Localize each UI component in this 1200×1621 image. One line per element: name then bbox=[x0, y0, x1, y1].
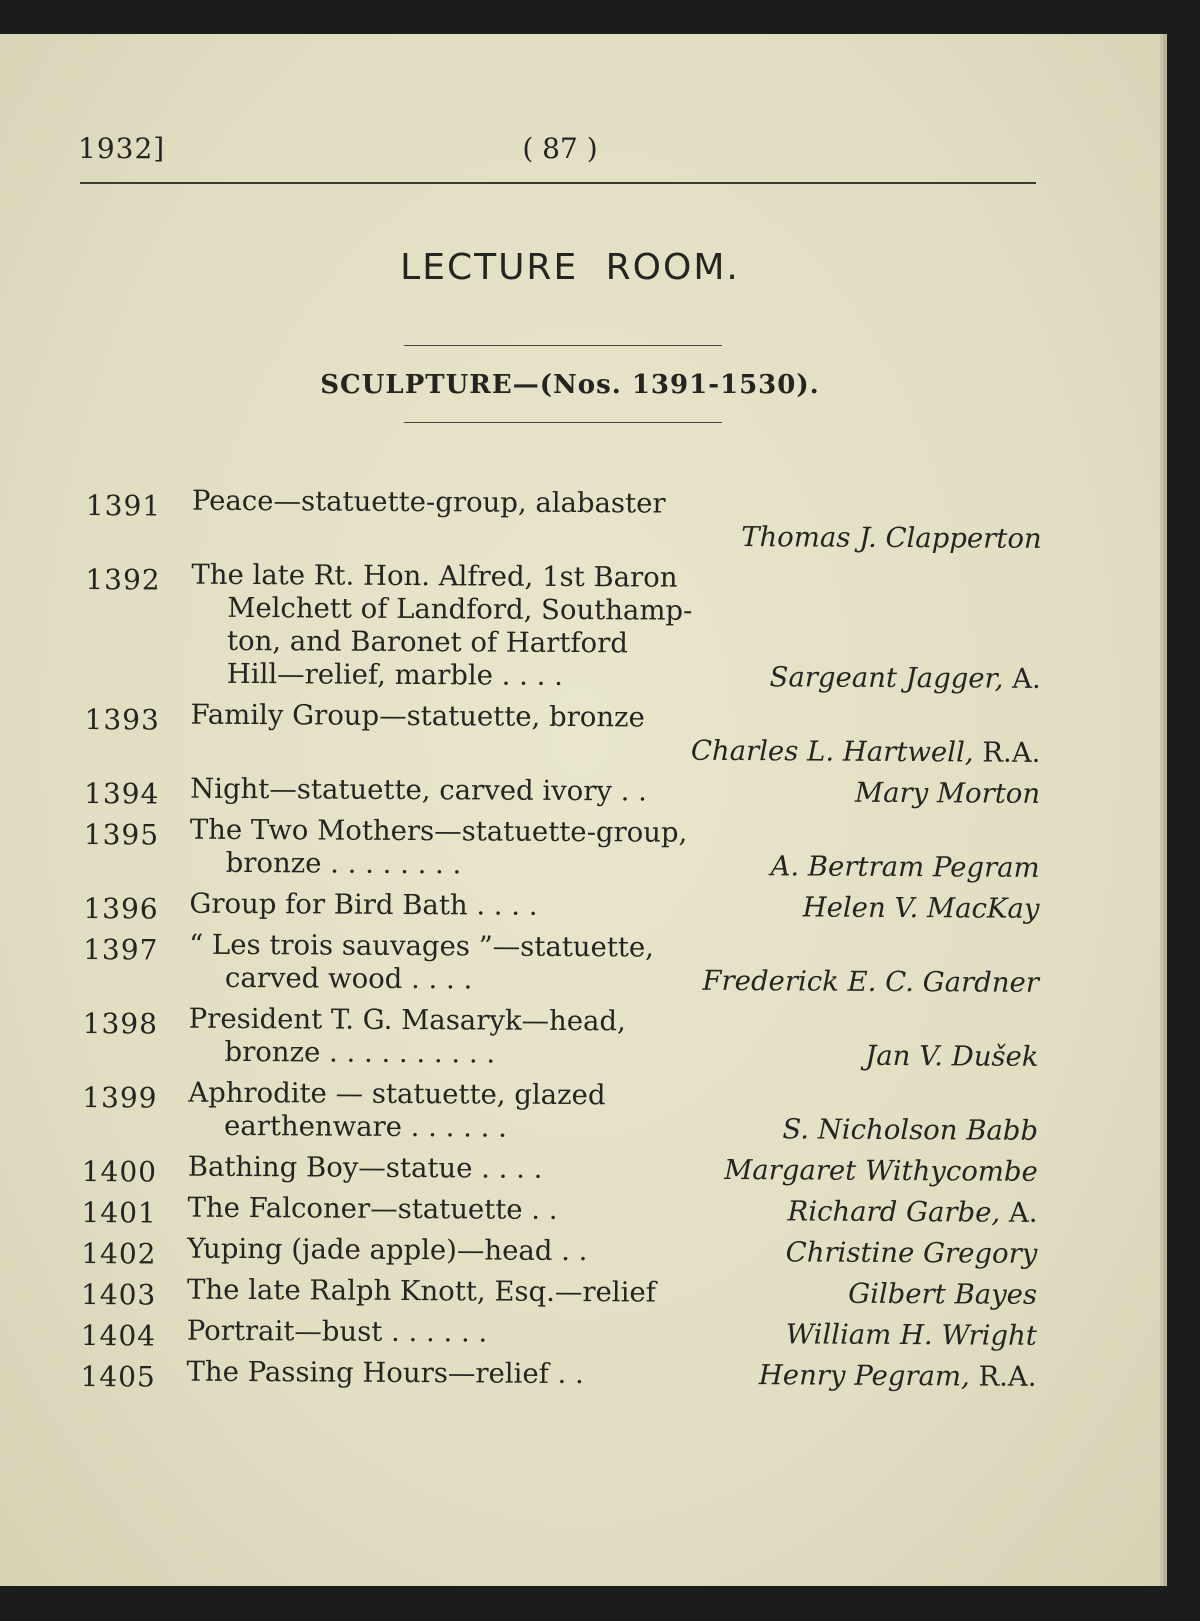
entry-number: 1391 bbox=[85, 489, 162, 523]
catalogue-entry bbox=[77, 887, 1042, 926]
artist-name: Sargeant Jagger, bbox=[769, 661, 1004, 695]
entry-title-line: The late Rt. Hon. Alfred, 1st Baron bbox=[191, 558, 678, 594]
artist-name: Margaret Withycombe bbox=[724, 1153, 1038, 1188]
artist-name: Christine Gregory bbox=[785, 1236, 1038, 1270]
artist-name: Frederick E. C. Gardner bbox=[702, 964, 1040, 999]
artist-distinction: A. bbox=[1000, 1196, 1038, 1229]
artist-name: Richard Garbe, bbox=[787, 1195, 1001, 1229]
entry-title-line: “ Les trois sauvages ”—statuette, bbox=[189, 928, 655, 964]
entry-number: 1392 bbox=[85, 563, 161, 597]
entry-title-line: Bathing Boy—statue . . . . bbox=[187, 1150, 543, 1185]
catalogue-page bbox=[0, 34, 1163, 1586]
artist-name: Helen V. MacKay bbox=[802, 891, 1040, 925]
catalogue-entry bbox=[74, 1355, 1039, 1394]
header-rule bbox=[80, 182, 1036, 184]
entry-title-line: Melchett of Landford, Southamp- bbox=[227, 591, 693, 627]
catalogue-entry bbox=[78, 698, 1043, 770]
entry-number: 1395 bbox=[83, 818, 160, 852]
catalogue-entry bbox=[75, 1314, 1040, 1353]
entry-number: 1396 bbox=[83, 892, 159, 926]
artist-distinction: R.A. bbox=[973, 736, 1041, 769]
entry-number: 1401 bbox=[81, 1196, 157, 1230]
running-header-year: 1932] bbox=[78, 132, 166, 165]
entry-title-line: The Passing Hours—relief . . bbox=[186, 1355, 584, 1391]
catalogue-entry bbox=[77, 928, 1042, 1000]
catalogue-entry bbox=[80, 484, 1045, 556]
entry-number: 1403 bbox=[80, 1278, 157, 1312]
entry-number: 1393 bbox=[84, 703, 160, 737]
catalogue-entry bbox=[75, 1273, 1040, 1312]
entry-number: 1404 bbox=[80, 1319, 157, 1353]
artist-name: Mary Morton bbox=[854, 776, 1041, 810]
entry-title-line: The Falconer—statuette . . bbox=[187, 1191, 558, 1226]
entry-title-line: Peace—statuette-group, alabaster bbox=[191, 484, 666, 520]
entry-number: 1402 bbox=[81, 1237, 157, 1271]
title-rule bbox=[404, 345, 722, 346]
artist-name: Jan V. Dušek bbox=[865, 1039, 1039, 1073]
entry-title-line: bronze . . . . . . . . bbox=[225, 846, 462, 881]
entry-title-line: Night—statuette, carved ivory . . bbox=[190, 772, 648, 808]
entry-title-line: Yuping (jade apple)—head . . bbox=[187, 1232, 588, 1268]
artist-name: Charles L. Hartwell, bbox=[690, 734, 974, 769]
page-title: LECTURE ROOM. bbox=[400, 247, 740, 288]
artist-name: Thomas J. Clapperton bbox=[741, 521, 1042, 555]
entry-number: 1397 bbox=[83, 933, 159, 967]
entry-title-line: bronze . . . . . . . . . . bbox=[224, 1035, 496, 1070]
subtitle-rule bbox=[404, 422, 722, 423]
entry-title-line: Family Group—statuette, bronze bbox=[190, 698, 645, 734]
catalogue-entry bbox=[76, 1002, 1041, 1074]
entry-title-line: The late Ralph Knott, Esq.—relief bbox=[186, 1273, 656, 1309]
entry-title-line: carved wood . . . . bbox=[224, 961, 473, 996]
entry-number: 1398 bbox=[82, 1007, 159, 1041]
catalogue-entry bbox=[78, 772, 1043, 811]
page-number: ( 87 ) bbox=[522, 132, 598, 165]
entry-title-line: Hill—relief, marble . . . . bbox=[226, 657, 563, 692]
artist-name: Gilbert Bayes bbox=[848, 1277, 1038, 1311]
catalogue-entry bbox=[79, 558, 1045, 696]
artist-name: A. Bertram Pegram bbox=[770, 850, 1040, 884]
entry-title-line: The Two Mothers—statuette-group, bbox=[189, 813, 688, 849]
entry-title-line: earthenware . . . . . . bbox=[223, 1109, 508, 1144]
catalogue-entry bbox=[75, 1232, 1040, 1271]
catalogue-entry bbox=[78, 813, 1043, 885]
section-subtitle: SCULPTURE—(Nos. 1391-1530). bbox=[320, 370, 820, 400]
catalogue-entry bbox=[76, 1150, 1041, 1189]
entry-title-line: ton, and Baronet of Hartford bbox=[226, 624, 629, 660]
entry-title-line: President T. G. Masaryk—head, bbox=[188, 1002, 626, 1038]
artist-name: S. Nicholson Babb bbox=[782, 1113, 1039, 1147]
entry-title-line: Aphrodite — statuette, glazed bbox=[188, 1076, 606, 1112]
catalogue-entries bbox=[74, 484, 1045, 1402]
entry-title-line: Group for Bird Bath . . . . bbox=[189, 887, 538, 922]
artist-distinction: R.A. bbox=[969, 1360, 1037, 1393]
entry-number: 1400 bbox=[81, 1155, 158, 1189]
entry-number: 1399 bbox=[82, 1081, 158, 1115]
artist-name: William H. Wright bbox=[785, 1318, 1037, 1352]
catalogue-entry bbox=[75, 1191, 1040, 1230]
artist-name: Henry Pegram, bbox=[758, 1359, 970, 1393]
artist-distinction: A. bbox=[1003, 662, 1041, 695]
catalogue-entry bbox=[76, 1076, 1041, 1148]
entry-title-line: Portrait—bust . . . . . . bbox=[186, 1314, 488, 1349]
entry-number: 1405 bbox=[80, 1360, 156, 1394]
entry-number: 1394 bbox=[84, 777, 160, 811]
